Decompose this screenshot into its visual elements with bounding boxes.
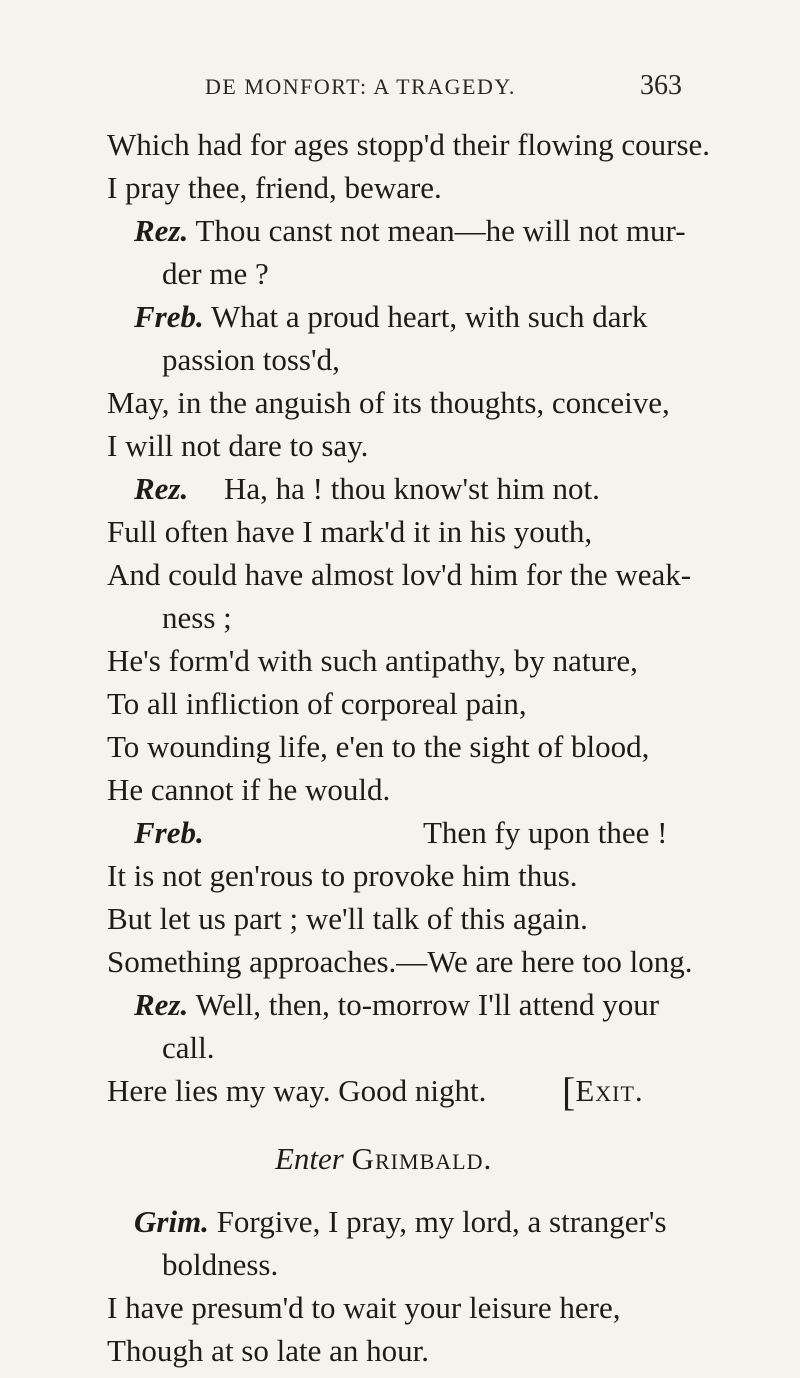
verse-line: Full often have I mark'd it in his youth, — [107, 514, 593, 549]
verse-line: And could have almost lov'd him for the weak- — [107, 557, 692, 592]
verse-line: He's form'd with such antipathy, by nature, — [107, 643, 638, 678]
verse-line: call. — [162, 1030, 215, 1065]
verse-line: Here lies my way. Good night. — [107, 1073, 487, 1108]
exit-text: Exit. — [575, 1073, 644, 1108]
speaker-name: Grim. — [134, 1204, 209, 1239]
speaker-name: Rez. — [134, 987, 189, 1022]
speech-line — [134, 1203, 667, 1241]
speaker-name: Freb. — [134, 299, 204, 334]
speech-text: Forgive, I pray, my lord, a stranger's — [216, 1204, 667, 1239]
verse-line: Which had for ages stopp'd their flowing course. — [107, 127, 711, 162]
page-header — [0, 70, 800, 110]
speech-text: What a proud heart, with such dark — [210, 299, 648, 334]
speech-line — [134, 298, 647, 336]
verse-line: boldness. — [162, 1247, 279, 1282]
verse-line: I pray thee, friend, beware. — [107, 170, 442, 205]
speech-line — [134, 212, 686, 250]
enter-word: Enter — [275, 1141, 344, 1176]
verse-line: It is not gen'rous to provoke him thus. — [107, 858, 578, 893]
page-number: 363 — [640, 70, 682, 101]
verse-line: To all infliction of corporeal pain, — [107, 686, 527, 721]
verse-line: ness ; — [162, 600, 232, 635]
speech-text: Well, then, to-morrow I'll attend your — [195, 987, 660, 1022]
verse-line: Though at so late an hour. — [107, 1333, 429, 1368]
character-name: Grimbald. — [351, 1141, 493, 1176]
speech-text: Then fy upon thee ! — [423, 815, 668, 850]
speaker-name: Rez. — [134, 471, 189, 506]
verse-line: passion toss'd, — [162, 342, 340, 377]
speech-line — [134, 470, 600, 508]
verse-line: To wounding life, e'en to the sight of blood, — [107, 729, 650, 764]
speech-text: Ha, ha ! thou know'st him not. — [224, 471, 600, 506]
verse-line: I have presum'd to wait your leisure here, — [107, 1290, 621, 1325]
speaker-name: Rez. — [134, 213, 189, 248]
verse-line: But let us part ; we'll talk of this again. — [107, 901, 588, 936]
verse-line: I will not dare to say. — [107, 428, 369, 463]
exit-bracket: [ — [562, 1069, 576, 1114]
running-head: DE MONFORT: A TRAGEDY. — [205, 74, 516, 99]
verse-line: May, in the anguish of its thoughts, conceive, — [107, 385, 670, 420]
verse-line: He cannot if he would. — [107, 772, 391, 807]
speech-line — [134, 986, 659, 1024]
speech-text: Thou canst not mean—he will not mur- — [195, 213, 686, 248]
speaker-name: Freb. — [134, 815, 204, 850]
stage-direction-exit — [562, 1069, 644, 1114]
verse-line: Something approaches.—We are here too long. — [107, 944, 693, 979]
stage-direction-enter — [275, 1140, 492, 1178]
verse-line: der me ? — [162, 256, 269, 291]
